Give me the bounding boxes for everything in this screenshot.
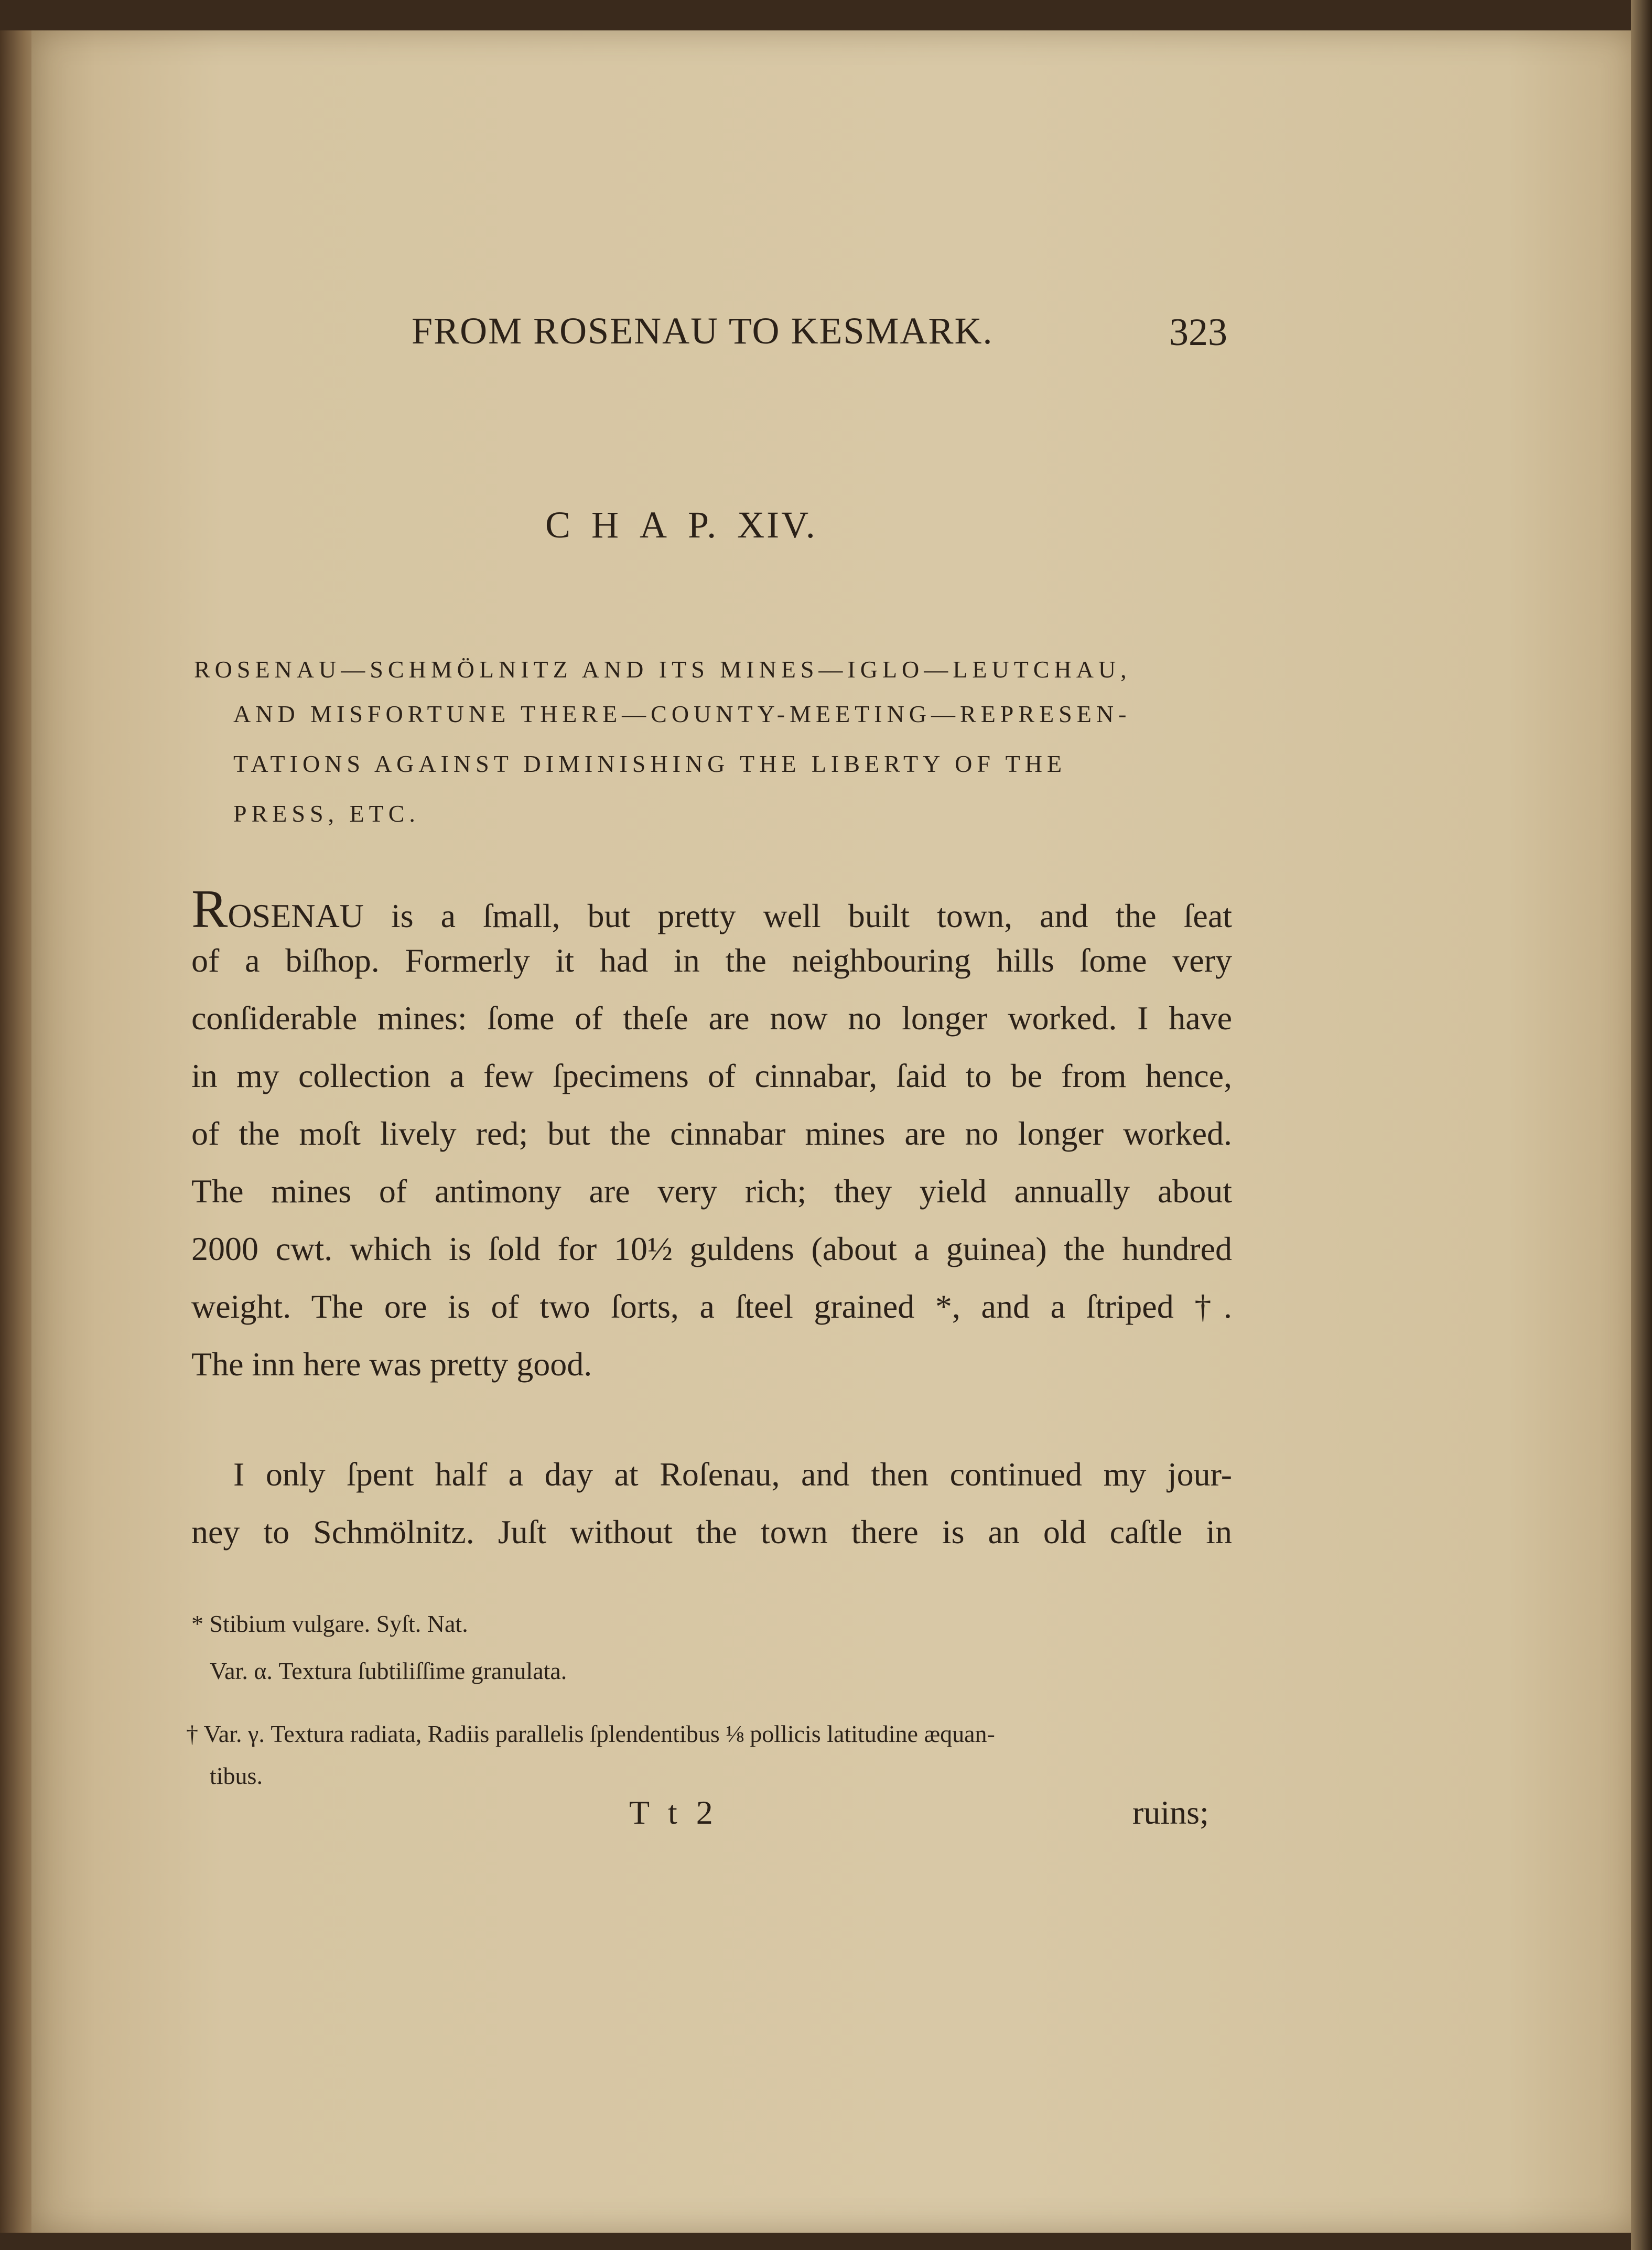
paragraph-first-line <box>191 879 1232 939</box>
body-line: of the moſt lively red; but the cinnabar mines are no longer worked. <box>191 1115 1232 1152</box>
first-line-text: OSENAU is a ſmall, but pretty well built town, and the ſeat <box>228 897 1232 934</box>
body-line: I only ſpent half a day at Roſenau, and then continued my jour- <box>233 1456 1232 1493</box>
body-line: weight. The ore is of two ſorts, a ſteel grained *, and a ſtriped †. <box>191 1288 1232 1325</box>
footnote-line: † Var. γ. Textura radiata, Radiis parallelis ſplendentibus ⅛ pollicis latitudine æquan- <box>186 1720 995 1747</box>
chapter-label-letter: H <box>591 504 621 546</box>
chapter-summary-line: AND MISFORTUNE THERE—COUNTY-MEETING—REPRESEN- <box>233 701 1131 727</box>
footnote-line: * Stibium vulgare. Syſt. Nat. <box>191 1610 468 1637</box>
body-line: ney to Schmölnitz. Juſt without the town there is an old caſtle in <box>191 1513 1232 1551</box>
chapter-heading <box>545 503 836 547</box>
page-number: 323 <box>1169 311 1227 354</box>
chapter-summary-line: PRESS, ETC. <box>233 800 420 827</box>
body-line: The inn here was pretty good. <box>191 1345 592 1383</box>
catchword: ruins; <box>1132 1794 1209 1831</box>
body-line: 2000 cwt. which is ſold for 10½ guldens (about a guinea) the hundred <box>191 1230 1232 1267</box>
body-line: in my collection a few ſpecimens of cinnabar, ſaid to be from hence, <box>191 1057 1232 1094</box>
chapter-number: XIV. <box>737 504 817 546</box>
drop-cap: R <box>191 879 228 939</box>
footnote-line: tibus. <box>210 1762 263 1789</box>
footnote-line: Var. α. Textura ſubtiliſſime granulata. <box>210 1657 567 1684</box>
chapter-summary-line: TATIONS AGAINST DIMINISHING THE LIBERTY OF THE <box>233 750 1067 777</box>
running-title: FROM ROSENAU TO KESMARK. <box>412 310 994 352</box>
chapter-summary-line: ROSENAU—SCHMÖLNITZ AND ITS MINES—IGLO—LEUTCHAU, <box>194 656 1131 683</box>
body-line: of a biſhop. Formerly it had in the neighbouring hills ſome very <box>191 942 1232 979</box>
chapter-label-letter: C <box>545 504 573 546</box>
body-line: conſiderable mines: ſome of theſe are now no longer worked. I have <box>191 999 1232 1037</box>
body-line: The mines of antimony are very rich; they yield annually about <box>191 1172 1232 1210</box>
chapter-label-letter: A <box>640 504 670 546</box>
chapter-label-letter: P. <box>688 504 719 546</box>
signature-mark: T t 2 <box>629 1794 718 1831</box>
page-stack-edge <box>1631 0 1652 2250</box>
